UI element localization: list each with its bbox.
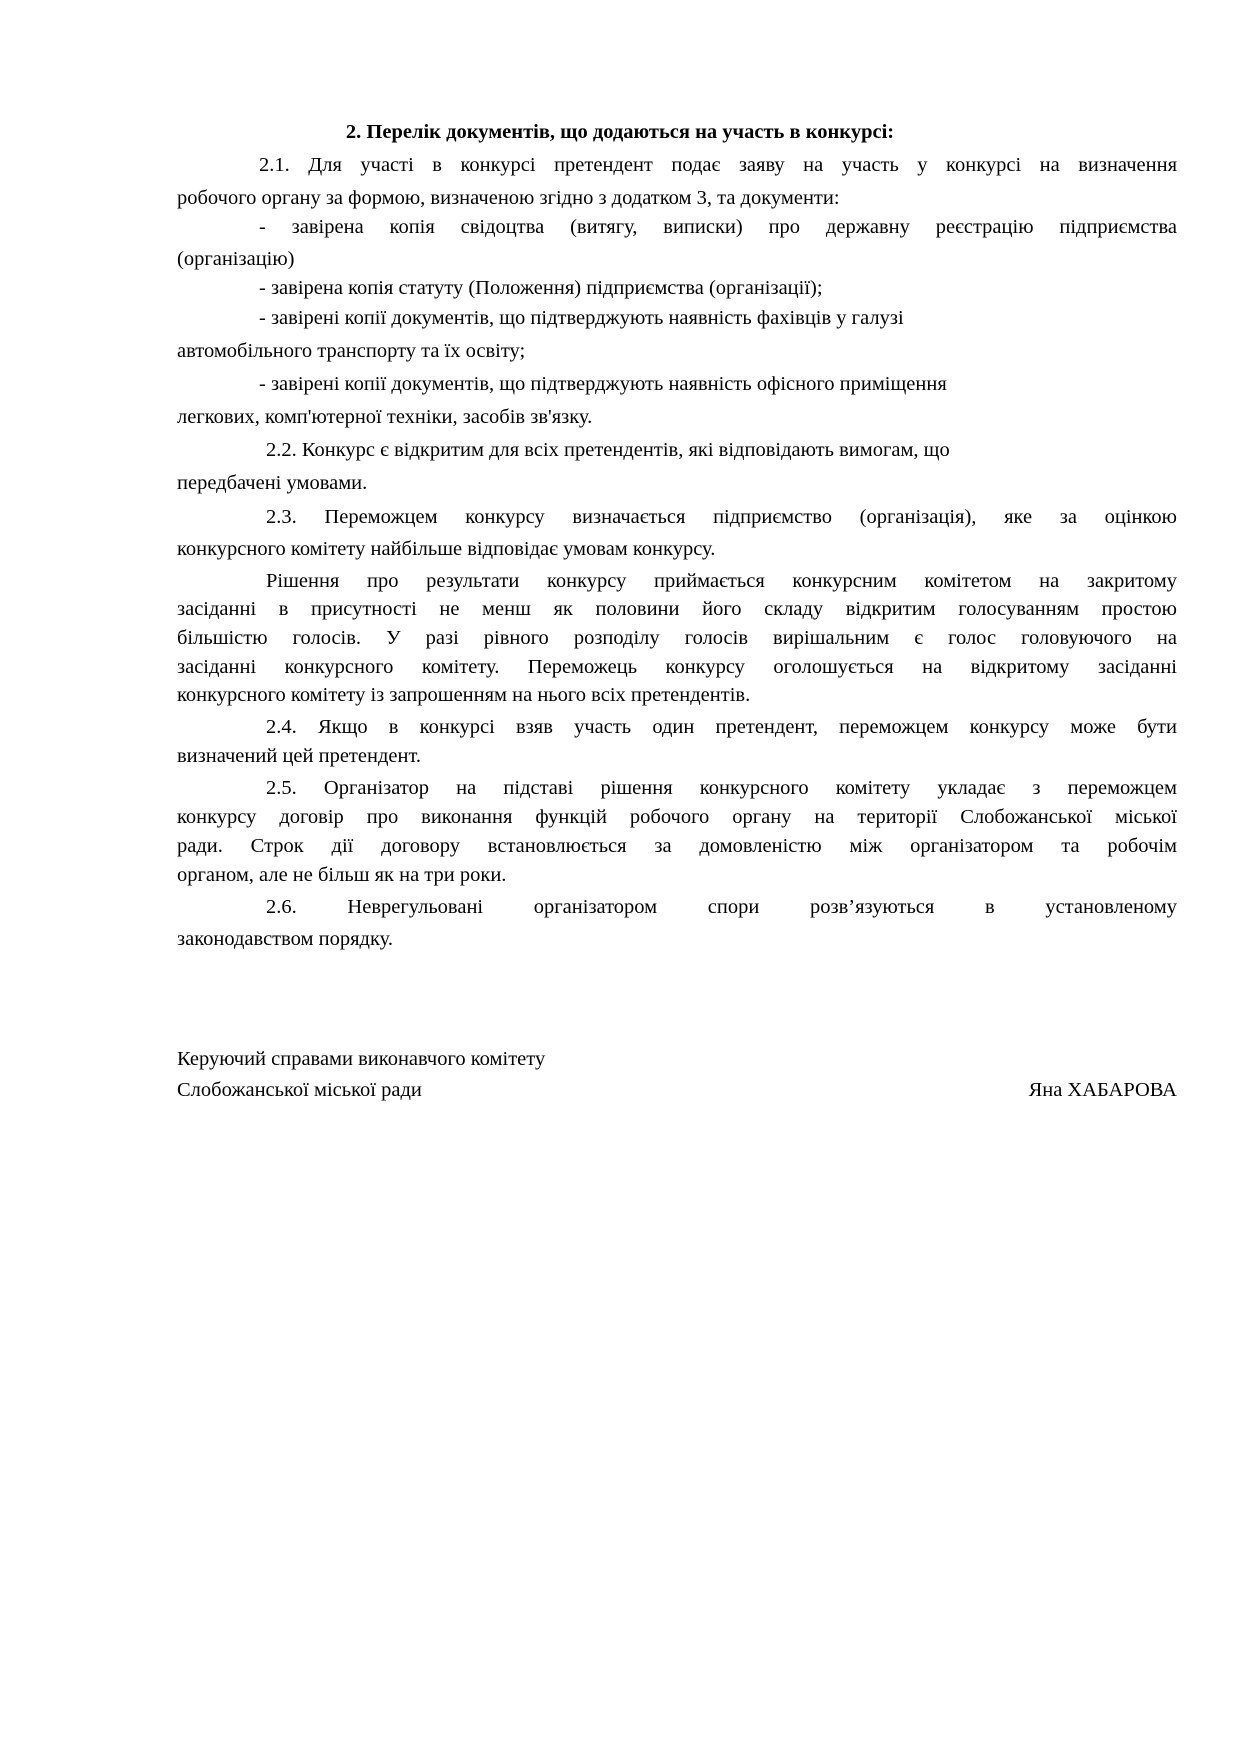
paragraph-line: більшістю голосів. У разі рівного розподілу голосів вирішальним є голос головуючого на	[177, 627, 1177, 649]
signature-name: Яна ХАБАРОВА	[1028, 1079, 1177, 1101]
paragraph-line: законодавством порядку.	[177, 928, 393, 950]
paragraph-line: автомобільного транспорту та їх освіту;	[177, 340, 526, 362]
paragraph-line: 2.1. Для участі в конкурсі претендент подає заяву на участь у конкурсі на визначення	[259, 154, 1177, 176]
paragraph-line: конкурсного комітету із запрошенням на нього всіх претендентів.	[177, 684, 751, 706]
paragraph-line: засіданні в присутності не менш як половини його складу відкритим голосуванням простою	[177, 598, 1177, 620]
paragraph-line: визначений цей претендент.	[177, 745, 421, 767]
paragraph-line: засіданні конкурсного комітету. Переможець конкурсу оголошується на відкритому засіданні	[177, 656, 1177, 678]
paragraph-line: - завірена копія статуту (Положення) підприємства (організації);	[259, 277, 823, 299]
paragraph-line: Рішення про результати конкурсу приймається конкурсним комітетом на закритому	[266, 570, 1177, 592]
paragraph-line: - завірені копії документів, що підтверджують наявність офісного приміщення	[259, 373, 947, 395]
paragraph-line: (організацію)	[177, 248, 295, 270]
paragraph-line: ради. Строк дії договору встановлюється за домовленістю між організатором та робочім	[177, 835, 1177, 857]
signature-position-line1: Керуючий справами виконавчого комітету	[177, 1048, 546, 1070]
paragraph-line: конкурсу договір про виконання функцій робочого органу на території Слобожанської міської	[177, 806, 1177, 828]
paragraph-line: легкових, комп'ютерної техніки, засобів зв'язку.	[177, 406, 593, 428]
paragraph-line: передбачені умовами.	[177, 472, 368, 494]
paragraph-line: робочого органу за формою, визначеною згідно з додатком 3, та документи:	[177, 187, 840, 209]
paragraph-line: 2.3. Переможцем конкурсу визначається підприємство (організація), яке за оцінкою	[266, 506, 1177, 528]
paragraph-line: - завірені копії документів, що підтверджують наявність фахівців у галузі	[259, 307, 904, 329]
paragraph-line: 2.2. Конкурс є відкритим для всіх претендентів, які відповідають вимогам, що	[266, 439, 950, 461]
paragraph-line: 2.4. Якщо в конкурсі взяв участь один претендент, переможцем конкурсу може бути	[266, 716, 1177, 738]
paragraph-line: - завірена копія свідоцтва (витягу, виписки) про державну реєстрацію підприємства	[259, 216, 1177, 238]
paragraph-line: органом, але не більш як на три роки.	[177, 864, 507, 886]
signature-position-line2: Слобожанської міської ради	[177, 1079, 422, 1101]
section-title: 2. Перелік документів, що додаються на участь в конкурсі:	[345, 121, 895, 143]
paragraph-line: 2.5. Організатор на підставі рішення конкурсного комітету укладає з переможцем	[266, 777, 1177, 799]
paragraph-line: конкурсного комітету найбільше відповідає умовам конкурсу.	[177, 538, 716, 560]
paragraph-line: 2.6. Неврегульовані організатором спори розв’язуються в установленому	[266, 896, 1177, 918]
